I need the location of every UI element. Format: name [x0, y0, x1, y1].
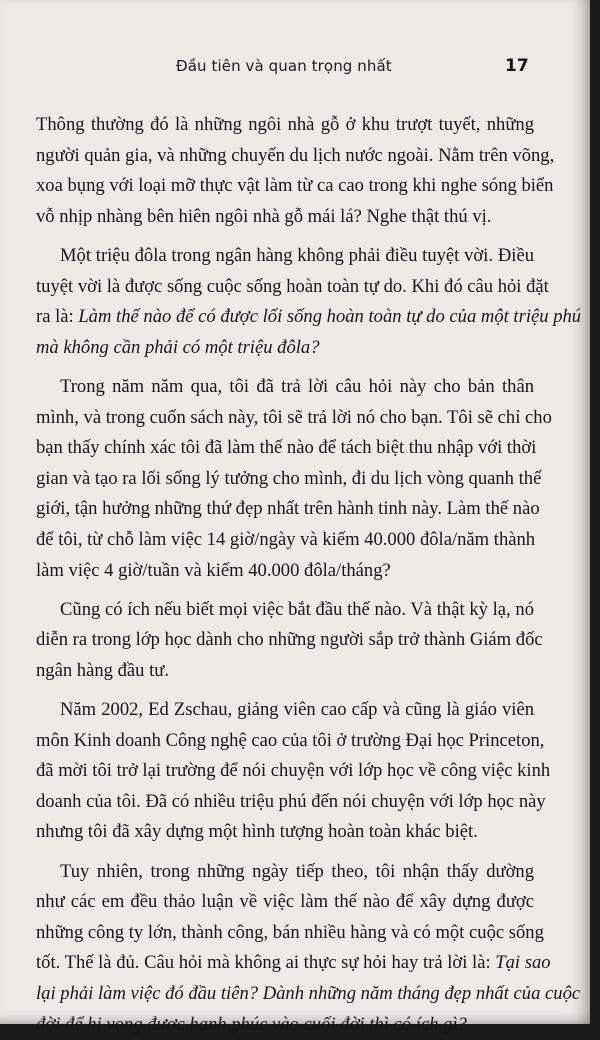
text-line: nhưng tôi đã xây dựng một hình tượng hoàn toàn khác biệt. — [36, 821, 478, 843]
text-line: giới, tận hưởng những thứ đẹp nhất trên hành tinh này. Làm thế nào — [36, 498, 540, 520]
text-line: Tuy nhiên, trong những ngày tiếp theo, tôi nhận thấy dường — [60, 860, 534, 882]
paragraph — [36, 241, 582, 363]
text-line: gian và tạo ra lối sống lý tưởng cho mình, đi du lịch vòng quanh thế — [36, 467, 542, 489]
page-header — [0, 57, 590, 85]
paragraph — [36, 110, 555, 232]
paragraph — [36, 857, 581, 1040]
page-number: 17 — [505, 56, 529, 76]
text-line: Trong năm năm qua, tôi đã trả lời câu hỏi này cho bản thân — [60, 375, 534, 397]
body-text — [36, 110, 582, 1040]
text-line: Năm 2002, Ed Zschau, giảng viên cao cấp và cũng là giáo viên — [60, 699, 534, 721]
text-line: người quản gia, và những chuyến du lịch nước ngoài. Nằm trên võng, — [36, 144, 555, 166]
paragraph — [36, 595, 543, 687]
italic-question: Làm thế nào để có được lối sống hoàn toàn tự do của một triệu phú — [78, 306, 582, 328]
text-line: bạn thấy chính xác tôi đã làm thế nào để tách biệt thu nhập với thời — [36, 437, 537, 459]
text-line: vỗ nhịp nhàng bên hiên ngôi nhà gỗ mái lá? Nghe thật thú vị. — [36, 205, 492, 227]
text-line-italic — [36, 333, 534, 364]
text-line: doanh của tôi. Đã có nhiều triệu phú đến nói chuyện với lớp học này — [36, 790, 546, 812]
italic-question: Tại sao — [495, 952, 551, 974]
text-line: như các em đều thảo luận về việc làm thế nào để xây dựng được — [36, 891, 534, 913]
text-line: Một triệu đôla trong ngân hàng không phải điều tuyệt vời. Điều — [60, 244, 534, 266]
text-line: môn Kinh doanh Công nghệ cao của tôi ở trường Đại học Princeton, — [36, 729, 545, 751]
text-segment: ra là: — [36, 306, 79, 328]
text-segment: tốt. Thế là đủ. Câu hỏi mà không ai thực sự hỏi hay trả lời là: — [36, 952, 496, 974]
text-line: làm việc 4 giờ/tuần và kiếm 40.000 đôla/tháng? — [36, 559, 391, 581]
text-line: để tôi, từ chỗ làm việc 14 giờ/ngày và kiếm 40.000 đôla/năm thành — [36, 528, 536, 550]
paragraph — [36, 695, 551, 848]
running-title: Đầu tiên và quan trọng nhất — [176, 57, 392, 75]
text-line: ngân hàng đầu tư. — [36, 659, 169, 681]
text-line: Thông thường đó là những ngôi nhà gỗ ở khu trượt tuyết, những — [36, 114, 534, 135]
text-line: Cũng có ích nếu biết mọi việc bắt đầu thế nào. Và thật kỳ lạ, nó — [60, 598, 534, 620]
italic-question: mà không cần phải có một triệu đôla? — [36, 336, 320, 358]
italic-question: lại phải làm việc đó đầu tiên? Dành những năm tháng đẹp nhất của cuộc — [36, 983, 581, 1004]
text-line-italic — [36, 979, 581, 1010]
text-line: tuyệt vời là được sống cuộc sống hoàn toàn tự do. Khi đó câu hỏi đặt — [36, 275, 549, 297]
paragraph — [36, 372, 552, 586]
italic-question: đời để hi vọng được hạnh phúc vào cuối đời thì có ích gì? — [36, 1013, 467, 1035]
text-line-italic — [36, 1010, 534, 1040]
text-line: xoa bụng với loại mỡ thực vật làm từ ca cao trong khi nghe sóng biển — [36, 175, 554, 197]
text-line: mình, và trong cuốn sách này, tôi sẽ trả lời nó cho bạn. Tôi sẽ chỉ cho — [36, 406, 552, 428]
text-line: đã mời tôi trở lại trường để nói chuyện với lớp học về công việc kinh — [36, 760, 551, 782]
text-line: những công ty lớn, thành công, bán nhiều hàng và có một cuộc sống — [36, 921, 544, 943]
text-line-mixed-italic — [36, 302, 582, 333]
text-line: diễn ra trong lớp học dành cho những người sắp trở thành Giám đốc — [36, 629, 543, 651]
text-line-mixed-italic — [36, 948, 551, 979]
